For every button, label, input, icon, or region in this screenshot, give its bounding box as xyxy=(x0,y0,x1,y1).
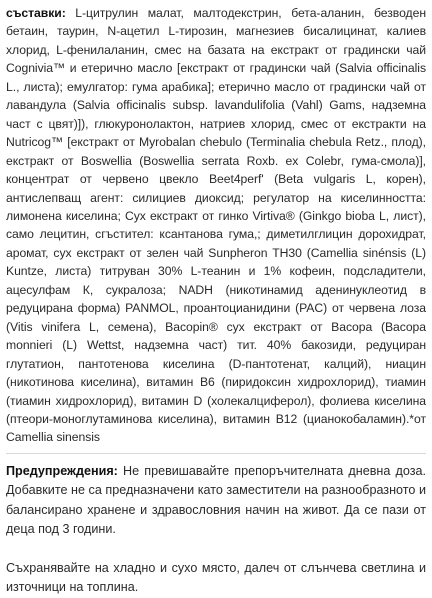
ingredients-label: съставки: xyxy=(6,6,66,20)
warnings-label: Предупреждения: xyxy=(6,463,118,478)
warnings-paragraph xyxy=(6,462,426,540)
ingredients-text: L-цитрулин малат, малтодекстрин, бета-аланин, безводен бетаин, таурин, N-ацетил L-тирозин, магнезиев бисалицинат, калиев хлорид, L-фенилаланин, смес на базата на екстракт от градински чай Cognivia™ и етерично масло [екстракт от градински чай (Salvia officinalis L., листа); емулгатор: гума арабика]; етерично масло от градински чай от лавандула (Salvia officinalis subsp. lavandulifolia (Vahl) Gams, надземна част с цвят)]), глюкуронолактон, натриев хлорид, смес от екстракти на Nutricog™ [екстракт от Myrobalan chebulo (Terminalia chebula Retz., плод), екстракт от Boswellia (Boswellia serrata Roxb. ex Colebr, гума-смола)], концентрат от червено цвекло Beet4perf' (Beta vulgaris L, корен), антислепващ агент: силициев диоксид; регулатор на киселинността: лимонена киселина; Сух екстракт от гинко Virtiva® (Ginkgo bioba L, лист), само лецитин, сгъстител: ксантанова гума,; диметилглицин дорохидрат, аромат, сух екстракт от зелен чай Sunpheron TH30 (Camellia sinénsis (L) Kuntze, листа) титруван 30% L-теанин и 1% кофеин, подсладители, ацесулфам К, сукралоза; NADH (никотинамид аденинуклеотид в редуцирана форма) PANMOL, проантоцианидини (PAC) от червена лоза (Vitis vinifera L, семена), Bacopin® сух екстракт от Bacopa (Bacopa monnieri (L) Wettst, надземна част) тит. 40% бакозиди, редуциран глутатион, пантотенова киселина (D-пантотенат, калций), ниацин (никотинова киселина), витамин B6 (пиридоксин хидрохлорид), тиамин (тиамин хидрохлорид), витамин D (холекалциферол), фолиева киселина (птеори-моноглутаминова киселина), витамин B12 (цианокобаламин).*от Camellia sinensis xyxy=(6,6,426,445)
storage-paragraph: Съхранявайте на хладно и сухо място, далеч от слънчева светлина и източници на топлина. xyxy=(6,560,426,595)
section-divider xyxy=(6,453,426,454)
ingredients-paragraph xyxy=(6,4,426,447)
warnings-text: Не превишавайте препоръчителната дневна доза. Добавките не са предназначени като заместители на разнообразното и балансирано хранене и здравословния начин на живот. Да се пази от деца под 3 години. xyxy=(6,463,426,537)
